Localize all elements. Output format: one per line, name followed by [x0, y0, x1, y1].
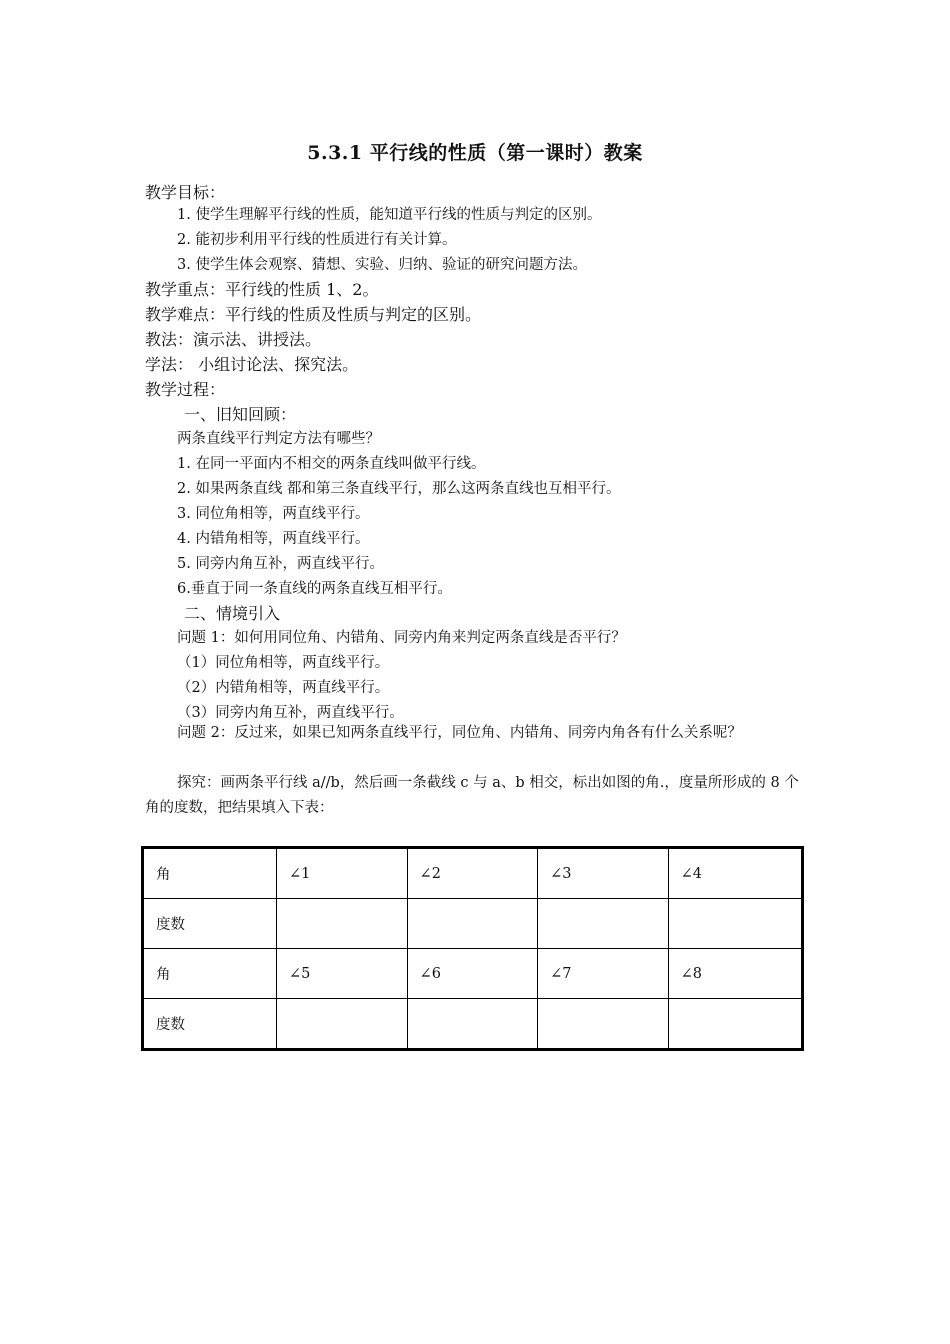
- explore-text: 探究：画两条平行线 a//b，然后画一条截线 c 与 a、b 相交，标出如图的角.，度量所形成的 8 个角的度数，把结果填入下表：: [145, 775, 799, 816]
- intro-item: （2）内错角相等，两直线平行。: [177, 680, 390, 696]
- review-item: 1. 在同一平面内不相交的两条直线叫做平行线。: [177, 456, 486, 472]
- table-cell: [668, 999, 802, 1050]
- review-heading: 一、旧知回顾：: [184, 405, 297, 424]
- table-cell: ∠4: [668, 848, 802, 899]
- intro-item: （3）同旁内角互补，两直线平行。: [177, 705, 404, 721]
- table-cell: [538, 899, 669, 949]
- table-cell: [407, 999, 538, 1050]
- key-points: 教学重点：平行线的性质 1、2。: [145, 280, 379, 299]
- objective-item: 1. 使学生理解平行线的性质，能知道平行线的性质与判定的区别。: [177, 207, 602, 223]
- objectives-heading: 教学目标：: [145, 183, 226, 202]
- page-title: 5.3.1 平行线的性质（第一课时）教案: [307, 142, 643, 164]
- objective-item: 2. 能初步利用平行线的性质进行有关计算。: [177, 232, 457, 248]
- table-cell: ∠5: [277, 949, 408, 999]
- table-row: [143, 949, 803, 999]
- review-item: 2. 如果两条直线 都和第三条直线平行，那么这两条直线也互相平行。: [177, 481, 621, 497]
- review-item: 6.垂直于同一条直线的两条直线互相平行。: [177, 581, 452, 597]
- table-row: [143, 899, 803, 949]
- table-cell: [668, 899, 802, 949]
- table-cell: [407, 899, 538, 949]
- table-cell: 度数: [143, 999, 277, 1050]
- table-cell: 角: [143, 949, 277, 999]
- table-cell: ∠3: [538, 848, 669, 899]
- table-cell: [277, 999, 408, 1050]
- objective-item: 3. 使学生体会观察、猜想、实验、归纳、验证的研究问题方法。: [177, 257, 587, 273]
- intro-item: （1）同位角相等，两直线平行。: [177, 655, 390, 671]
- table-cell: [538, 999, 669, 1050]
- table-cell: ∠8: [668, 949, 802, 999]
- table-cell: ∠6: [407, 949, 538, 999]
- table-row: [143, 999, 803, 1050]
- table-cell: 度数: [143, 899, 277, 949]
- review-question: 两条直线平行判定方法有哪些？: [177, 431, 380, 447]
- review-item: 3. 同位角相等，两直线平行。: [177, 506, 370, 522]
- table-cell: 角: [143, 848, 277, 899]
- learning-method: 学法： 小组讨论法、探究法。: [145, 355, 359, 374]
- table-row: [143, 848, 803, 899]
- table-cell: ∠7: [538, 949, 669, 999]
- intro-heading: 二、情境引入: [184, 604, 281, 623]
- question-1: 问题 1：如何用同位角、内错角、同旁内角来判定两条直线是否平行？: [177, 630, 626, 646]
- difficulties: 教学难点：平行线的性质及性质与判定的区别。: [145, 305, 482, 324]
- review-item: 4. 内错角相等，两直线平行。: [177, 531, 370, 547]
- question-2: 问题 2：反过来，如果已知两条直线平行，同位角、内错角、同旁内角各有什么关系呢？: [177, 725, 742, 741]
- table-cell: ∠1: [277, 848, 408, 899]
- table-cell: [277, 899, 408, 949]
- table-cell: ∠2: [407, 848, 538, 899]
- review-item: 5. 同旁内角互补，两直线平行。: [177, 556, 384, 572]
- teaching-method: 教法：演示法、讲授法。: [145, 330, 322, 349]
- angle-measure-table: [141, 846, 804, 1051]
- process-heading: 教学过程：: [145, 380, 226, 399]
